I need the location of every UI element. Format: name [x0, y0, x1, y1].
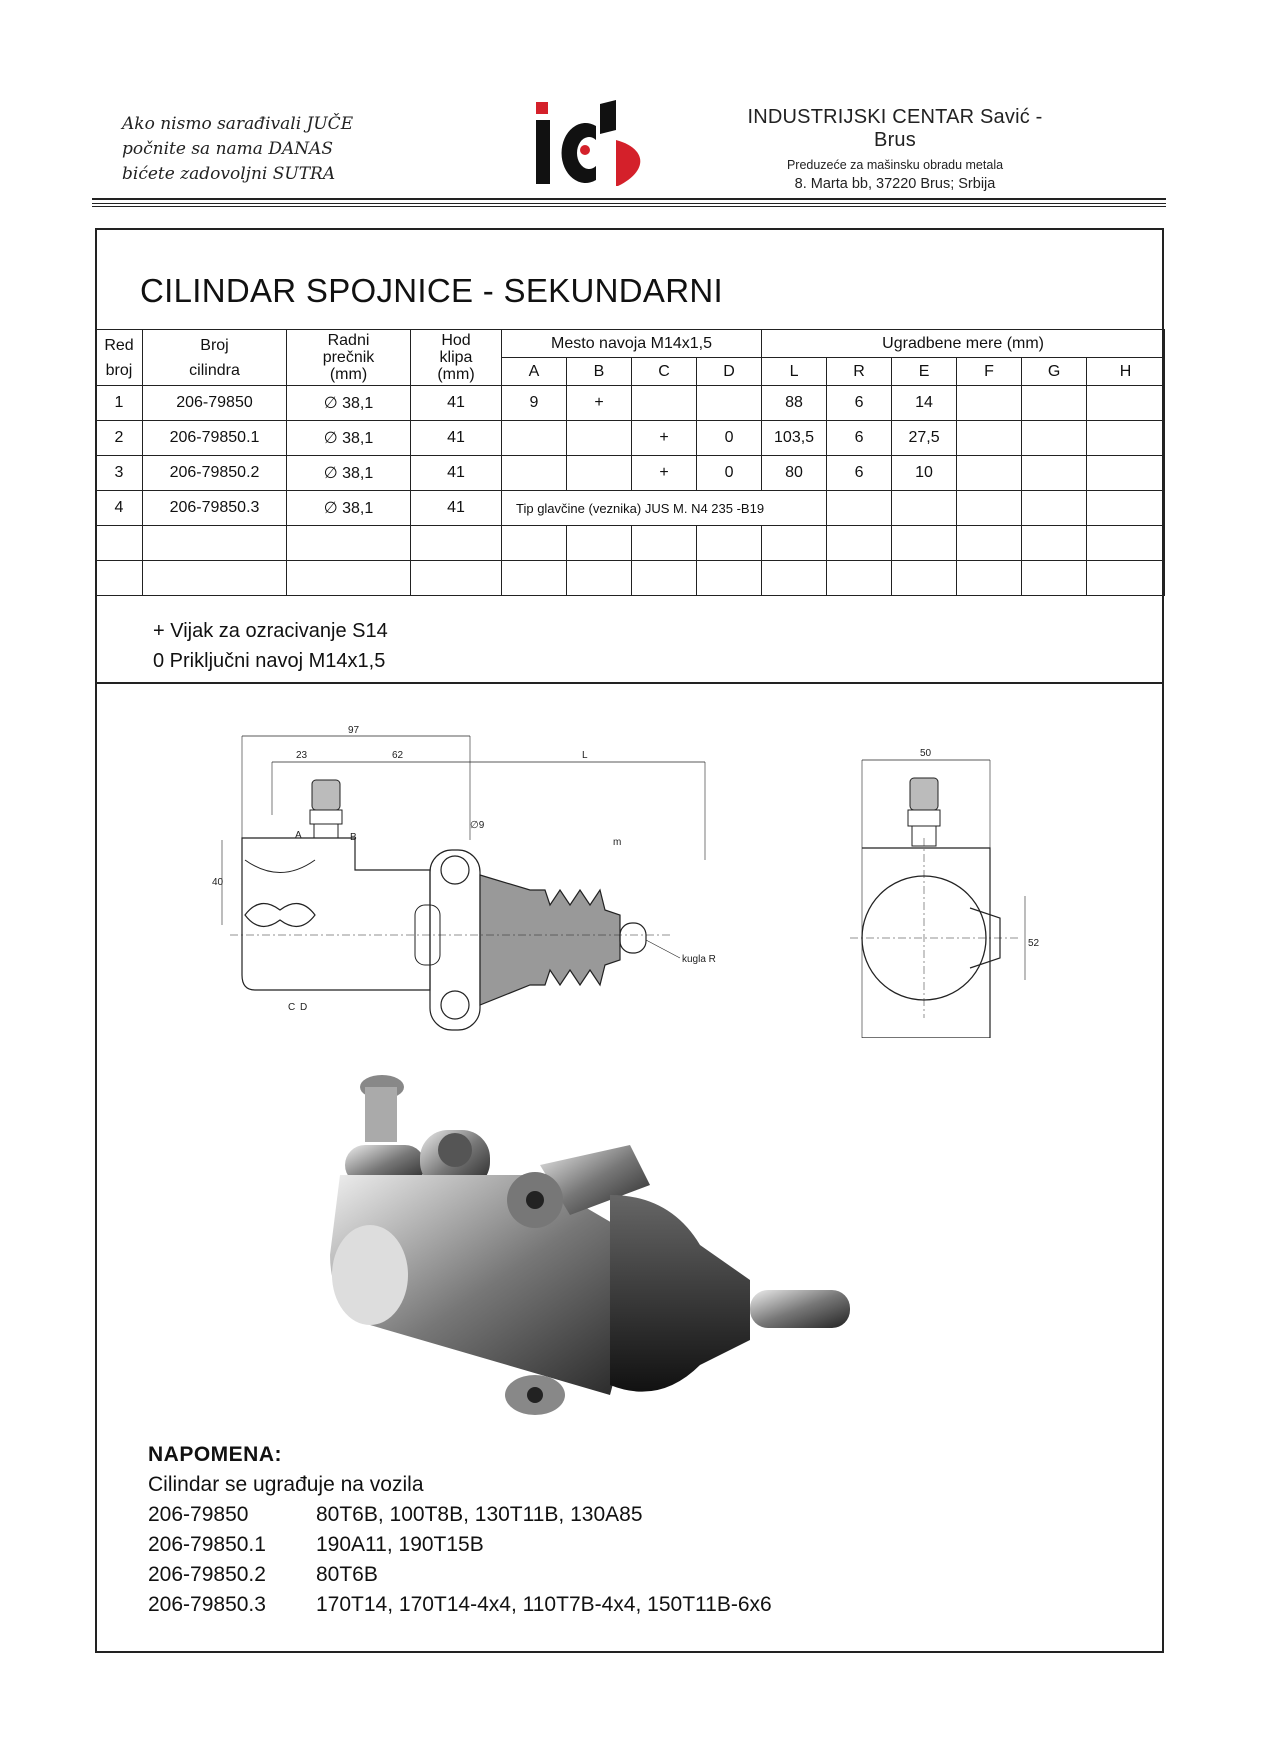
- cell-r: 6: [827, 386, 892, 421]
- cell-f: [957, 421, 1022, 456]
- dim-52: 52: [1028, 938, 1040, 949]
- vehicle-list: 80T6B: [316, 1563, 378, 1586]
- cell-e: 10: [892, 456, 957, 491]
- company-info: [725, 106, 1065, 192]
- label-b: B: [350, 832, 357, 843]
- cell-a: 9: [502, 386, 567, 421]
- dim-23: 23: [296, 750, 308, 761]
- cell-e: [892, 491, 957, 526]
- cell-precnik: ∅ 38,1: [287, 421, 411, 456]
- cell-b: [567, 456, 632, 491]
- cell-tip-glavcine: Tip glavčine (veznika) JUS M. N4 235 -B19: [502, 491, 827, 526]
- cell-g: [1022, 421, 1087, 456]
- header-rule: [92, 198, 1166, 200]
- cell-f: [957, 491, 1022, 526]
- cell-l: 80: [762, 456, 827, 491]
- cell-c: +: [632, 456, 697, 491]
- label-d: D: [300, 1002, 308, 1013]
- cell-h: [1087, 491, 1165, 526]
- dim-40: 40: [212, 877, 224, 888]
- cell-h: [1087, 456, 1165, 491]
- technical-drawing-side: [200, 720, 760, 1050]
- cell-g: [1022, 491, 1087, 526]
- header-text: (mm): [437, 366, 475, 383]
- company-name: INDUSTRIJSKI CENTAR Savić - Brus: [747, 106, 1043, 151]
- cell-hod: 41: [411, 386, 502, 421]
- dim-phi9: ∅9: [470, 820, 485, 831]
- header-text: broj: [105, 361, 133, 379]
- header-text: prečnik: [322, 349, 375, 366]
- cell-d: 0: [697, 456, 762, 491]
- vehicle-row: [148, 1500, 772, 1530]
- cell-g: [1022, 386, 1087, 421]
- cell-r: [827, 491, 892, 526]
- slogan-line: počnite sa nama DANAS: [122, 139, 334, 159]
- cell-l: 103,5: [762, 421, 827, 456]
- cell-precnik: ∅ 38,1: [287, 386, 411, 421]
- cell-b: +: [567, 386, 632, 421]
- company-subtitle: Preduzeće za mašinsku obradu metala: [786, 158, 1004, 172]
- vehicle-list: 190A11, 190T15B: [316, 1533, 484, 1556]
- table-row: [96, 456, 1165, 491]
- cell-red: 4: [96, 491, 143, 526]
- note-line: 0 Priključni navoj M14x1,5: [153, 650, 386, 672]
- cell-g: [1022, 456, 1087, 491]
- slogan: [122, 112, 353, 187]
- vehicle-code: 206-79850.3: [148, 1593, 266, 1616]
- header-text: (mm): [329, 366, 368, 383]
- cell-broj: 206-79850.1: [143, 421, 287, 456]
- cell-e: 14: [892, 386, 957, 421]
- header-text: Red: [104, 336, 134, 354]
- table-row: [96, 491, 1165, 526]
- legend-notes: [153, 616, 388, 676]
- product-photo: [310, 1075, 960, 1475]
- cell-broj: 206-79850.2: [143, 456, 287, 491]
- table-row: [96, 421, 1165, 456]
- ics-logo: [534, 100, 664, 186]
- header-text: Broj: [200, 336, 229, 354]
- page-title: CILINDAR SPOJNICE - SEKUNDARNI: [140, 272, 723, 309]
- label-kugla: kugla R: [682, 954, 716, 965]
- header-letter: D: [697, 358, 762, 386]
- cell-a: [502, 456, 567, 491]
- dim-62: 62: [392, 750, 404, 761]
- vehicle-row: [148, 1560, 772, 1590]
- spec-table: [95, 329, 1165, 596]
- cell-d: [697, 386, 762, 421]
- cell-e: 27,5: [892, 421, 957, 456]
- napomena-section: [148, 1440, 772, 1620]
- section-divider: [95, 682, 1164, 684]
- cell-red: 1: [96, 386, 143, 421]
- cell-precnik: ∅ 38,1: [287, 456, 411, 491]
- vehicle-code: 206-79850: [148, 1503, 249, 1526]
- header-letter: H: [1087, 358, 1165, 386]
- cell-h: [1087, 386, 1165, 421]
- header-text: Hod: [441, 332, 471, 349]
- table-row-empty: [96, 561, 1165, 596]
- slogan-line: Ako nismo sarađivali JUČE: [122, 114, 354, 134]
- vehicle-code: 206-79850.2: [148, 1563, 266, 1586]
- cell-d: 0: [697, 421, 762, 456]
- header-mesto-navoja: Mesto navoja M14x1,5: [502, 330, 762, 358]
- header-hod-klipa: [411, 330, 502, 386]
- cell-l: 88: [762, 386, 827, 421]
- header-text: cilindra: [189, 361, 240, 379]
- vehicle-row: [148, 1530, 772, 1560]
- cell-precnik: ∅ 38,1: [287, 491, 411, 526]
- cell-h: [1087, 421, 1165, 456]
- header-letter: G: [1022, 358, 1087, 386]
- vehicle-row: [148, 1590, 772, 1620]
- header-text: Radni: [327, 332, 370, 349]
- slogan-line: bićete zadovoljni SUTRA: [122, 164, 336, 184]
- header-letter: R: [827, 358, 892, 386]
- dim-97: 97: [348, 725, 360, 736]
- header-letter: F: [957, 358, 1022, 386]
- note-line: + Vijak za ozracivanje S14: [153, 620, 388, 642]
- cell-hod: 41: [411, 421, 502, 456]
- dim-50: 50: [920, 748, 932, 759]
- vehicle-list: 170T14, 170T14-4x4, 110T7B-4x4, 150T11B-6x6: [316, 1593, 772, 1616]
- vehicle-list: 80T6B, 100T8B, 130T11B, 130A85: [316, 1503, 643, 1526]
- cell-red: 2: [96, 421, 143, 456]
- header-letter: A: [502, 358, 567, 386]
- dim-l: L: [582, 750, 588, 761]
- dim-m: m: [613, 837, 622, 848]
- header-letter: C: [632, 358, 697, 386]
- cell-r: 6: [827, 421, 892, 456]
- header-radni-precnik: [287, 330, 411, 386]
- technical-drawing-end: [850, 748, 1050, 1038]
- cell-c: +: [632, 421, 697, 456]
- label-a: A: [295, 830, 302, 841]
- header-letter: L: [762, 358, 827, 386]
- napomena-intro: Cilindar se ugrađuje na vozila: [148, 1473, 424, 1496]
- header-rule: [92, 203, 1166, 204]
- cell-red: 3: [96, 456, 143, 491]
- header-red-broj: [96, 330, 143, 386]
- cell-c: [632, 386, 697, 421]
- company-address: 8. Marta bb, 37220 Brus; Srbija: [794, 176, 996, 192]
- table-row-empty: [96, 526, 1165, 561]
- cell-a: [502, 421, 567, 456]
- cell-r: 6: [827, 456, 892, 491]
- header-ugradbene-mere: Ugradbene mere (mm): [762, 330, 1165, 358]
- vehicle-code: 206-79850.1: [148, 1533, 266, 1556]
- header-text: klipa: [439, 349, 473, 366]
- cell-b: [567, 421, 632, 456]
- header-broj-cilindra: [143, 330, 287, 386]
- cell-broj: 206-79850: [143, 386, 287, 421]
- header-letter: E: [892, 358, 957, 386]
- napomena-title: NAPOMENA:: [148, 1443, 282, 1466]
- cell-hod: 41: [411, 491, 502, 526]
- cell-broj: 206-79850.3: [143, 491, 287, 526]
- cell-f: [957, 456, 1022, 491]
- cell-f: [957, 386, 1022, 421]
- header-rule: [92, 206, 1166, 207]
- table-row: [96, 386, 1165, 421]
- cell-hod: 41: [411, 456, 502, 491]
- label-c: C: [288, 1002, 296, 1013]
- header-letter: B: [567, 358, 632, 386]
